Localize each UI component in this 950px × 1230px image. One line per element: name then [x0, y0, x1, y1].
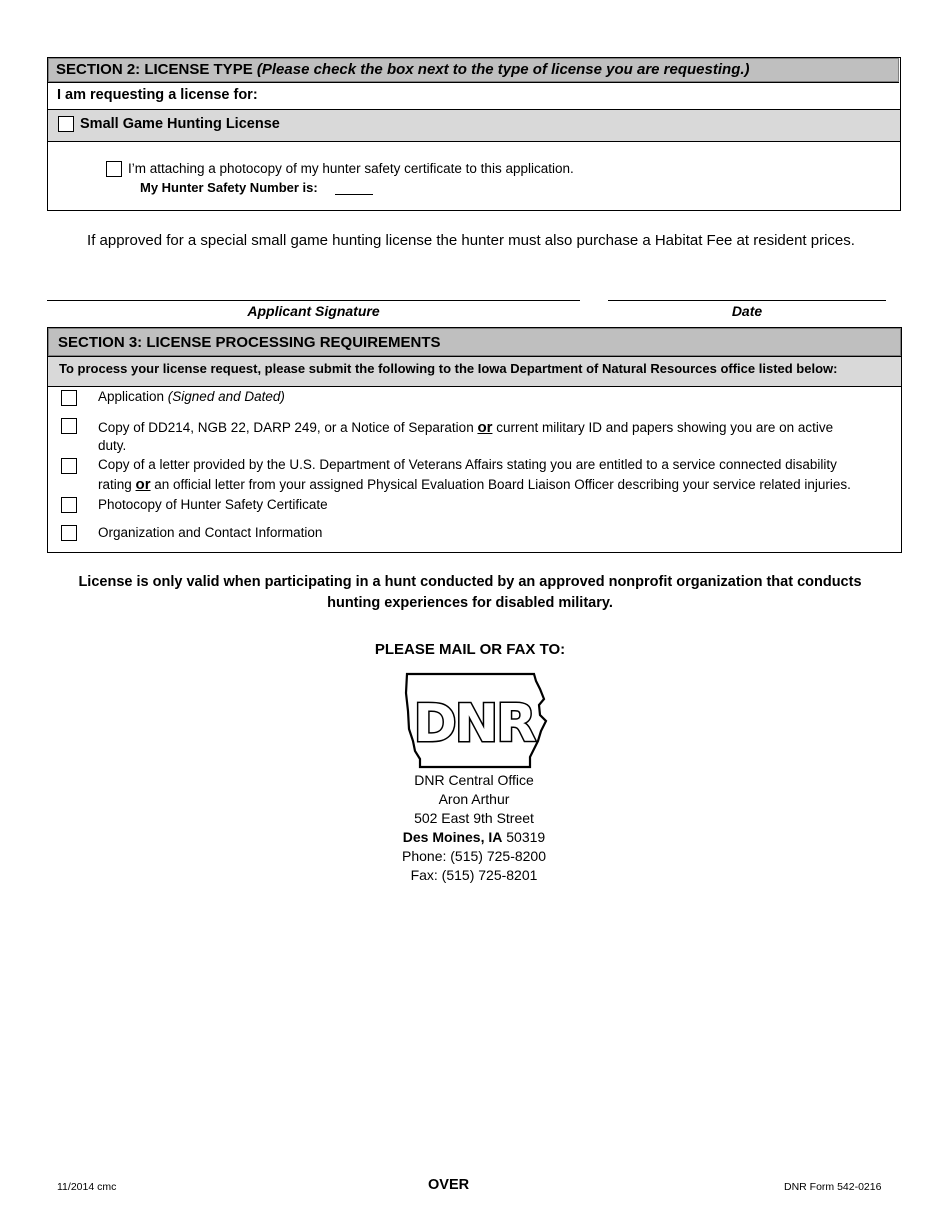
- requirement-application-em: (Signed and Dated): [167, 389, 285, 404]
- requirement-organization-info: Organization and Contact Information: [98, 525, 323, 540]
- section3-instruction: To process your license request, please submit the following to the Iowa Department of Natural Resources office listed below:: [59, 361, 838, 376]
- address-phone: Phone: (515) 725-8200: [402, 848, 546, 864]
- habitat-note: If approved for a special small game hunting license the hunter must also purchase a Habitat Fee at resident prices.: [87, 232, 855, 249]
- requirement-application: [98, 389, 285, 404]
- military-docs-text-c: duty.: [98, 438, 127, 453]
- safety-number-label: My Hunter Safety Number is:: [140, 180, 318, 195]
- address-office: DNR Central Office: [414, 772, 534, 788]
- validity-note-line2: hunting experiences for disabled military.: [327, 595, 613, 611]
- address-name: Aron Arthur: [438, 791, 510, 807]
- address-city-state: Des Moines, IA: [402, 829, 503, 845]
- dnr-logo: [400, 671, 548, 771]
- requirement-safety-certificate: Photocopy of Hunter Safety Certificate: [98, 497, 328, 512]
- address-fax: Fax: (515) 725-8201: [410, 867, 538, 883]
- license-option-label: Small Game Hunting License: [80, 116, 280, 132]
- military-docs-checkbox[interactable]: [61, 418, 77, 434]
- address-city: [0, 828, 948, 847]
- safety-cert-text: I’m attaching a photocopy of my hunter safety certificate to this application.: [128, 161, 574, 176]
- footer-form-number: DNR Form 542-0216: [784, 1181, 882, 1193]
- date-line[interactable]: [608, 300, 886, 301]
- iowa-state-outline-icon: [400, 671, 548, 771]
- footer-over: OVER: [428, 1177, 470, 1193]
- dnr-logo-text: DNR: [413, 694, 535, 754]
- address-zip: 50319: [502, 829, 546, 845]
- organization-info-checkbox[interactable]: [61, 525, 77, 541]
- section2-instruction: (Please check the box next to the type of license you are requesting.): [256, 61, 750, 78]
- requirement-va-letter: [98, 476, 851, 493]
- section2-title: SECTION 2: LICENSE TYPE: [56, 61, 253, 78]
- military-docs-text-a: Copy of DD214, NGB 22, DARP 249, or a Notice of Separation: [98, 420, 478, 435]
- requirement-application-text: Application: [98, 389, 168, 404]
- va-letter-checkbox[interactable]: [61, 458, 77, 474]
- va-letter-text-a: Copy of a letter provided by the U.S. Department of Veterans Affairs stating you are entitled to a service connected disability: [98, 457, 837, 472]
- section2-header: [48, 58, 899, 83]
- safety-number-field[interactable]: [335, 194, 373, 195]
- requesting-label: I am requesting a license for:: [57, 87, 258, 103]
- va-letter-text-b: rating: [98, 477, 136, 492]
- applicant-signature-line[interactable]: [47, 300, 580, 301]
- small-game-license-checkbox[interactable]: [58, 116, 74, 132]
- footer-date-code: 11/2014 cmc: [57, 1181, 117, 1193]
- section3-title: SECTION 3: LICENSE PROCESSING REQUIREMENTS: [58, 334, 441, 351]
- va-letter-or: or: [135, 476, 151, 493]
- military-docs-text-b: current military ID and papers showing you are on active: [492, 420, 834, 435]
- application-checkbox[interactable]: [61, 390, 77, 406]
- requirement-military-docs: [98, 419, 833, 436]
- va-letter-text-c: an official letter from your assigned Physical Evaluation Board Liaison Officer describing your service related injuries.: [150, 477, 851, 492]
- mail-heading: PLEASE MAIL OR FAX TO:: [374, 641, 566, 658]
- safety-certificate-checkbox[interactable]: [61, 497, 77, 513]
- applicant-signature-label: Applicant Signature: [247, 303, 380, 319]
- section3-header: [48, 328, 901, 357]
- date-label: Date: [731, 303, 763, 319]
- safety-cert-checkbox[interactable]: [106, 161, 122, 177]
- address-block: [0, 771, 948, 885]
- military-docs-or: or: [477, 419, 493, 436]
- validity-note-line1: License is only valid when participating in a hunt conducted by an approved nonprofit organization that conducts: [78, 574, 862, 590]
- address-street: 502 East 9th Street: [414, 810, 534, 826]
